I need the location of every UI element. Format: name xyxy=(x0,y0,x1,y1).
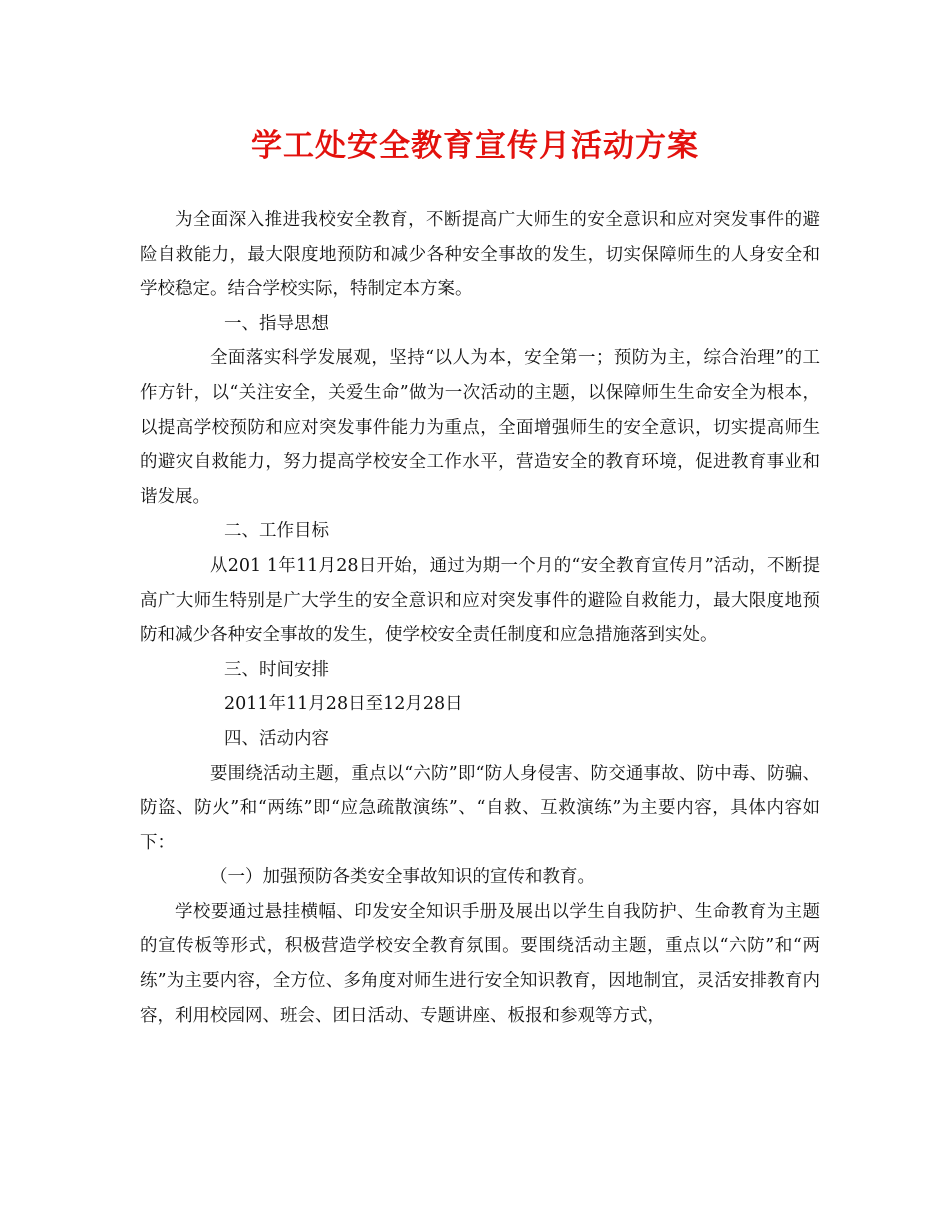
subsection-heading-1: （一）加强预防各类安全事故知识的宣传和教育。 xyxy=(210,867,595,888)
section-heading-guiding-thought: 一、指导思想 xyxy=(224,313,329,334)
paragraph-subsection-1: 学校要通过悬挂横幅、印发安全知识手册及展出以学生自我防护、生命教育为主题的宣传板等形式，积极营造学校安全教育氛围。要围绕活动主题，重点以“六防”和“两练”为主要内容，全方位、多角度对师生进行安全知识教育，因地制宜，灵活安排教育内容，利用校园网、班会、团日活动、专题讲座、板报和参观等方式， xyxy=(140,901,820,1026)
paragraph-schedule: 2011年11月28日至12月28日 xyxy=(224,694,463,715)
section-heading-goals: 二、工作目标 xyxy=(224,521,329,542)
paragraph-goals: 从201 1年11月28日开始，通过为期一个月的“安全教育宣传月”活动，不断提高广大师生特别是广大学生的安全意识和应对突发事件的避险自救能力，最大限度地预防和减少各种安全事故的发生，使学校安全责任制度和应急措施落到实处。 xyxy=(140,555,820,646)
section-heading-activities: 四、活动内容 xyxy=(224,728,329,749)
paragraph-guiding-thought: 全面落实科学发展观，坚持“以人为本，安全第一；预防为主，综合治理”的工作方针，以“关注安全，关爱生命”做为一次活动的主题，以保障师生生命安全为根本，以提高学校预防和应对突发事件能力为重点，全面增强师生的安全意识，切实提高师生的避灾自救能力，努力提高学校安全工作水平，营造安全的教育环境，促进教育事业和谐发展。 xyxy=(140,348,820,507)
intro-paragraph: 为全面深入推进我校安全教育，不断提高广大师生的安全意识和应对突发事件的避险自救能力，最大限度地预防和减少各种安全事故的发生，切实保障师生的人身安全和学校稳定。结合学校实际，特制定本方案。 xyxy=(140,210,820,300)
document-body xyxy=(140,203,820,1033)
document-title: 学工处安全教育宣传月活动方案 xyxy=(251,128,699,164)
paragraph-activities: 要围绕活动主题，重点以“六防”即“防人身侵害、防交通事故、防中毒、防骗、防盗、防火”和“两练”即“应急疏散演练”、“自救、互救演练”为主要内容，具体内容如下： xyxy=(140,763,820,853)
section-heading-schedule: 三、时间安排 xyxy=(224,659,329,680)
